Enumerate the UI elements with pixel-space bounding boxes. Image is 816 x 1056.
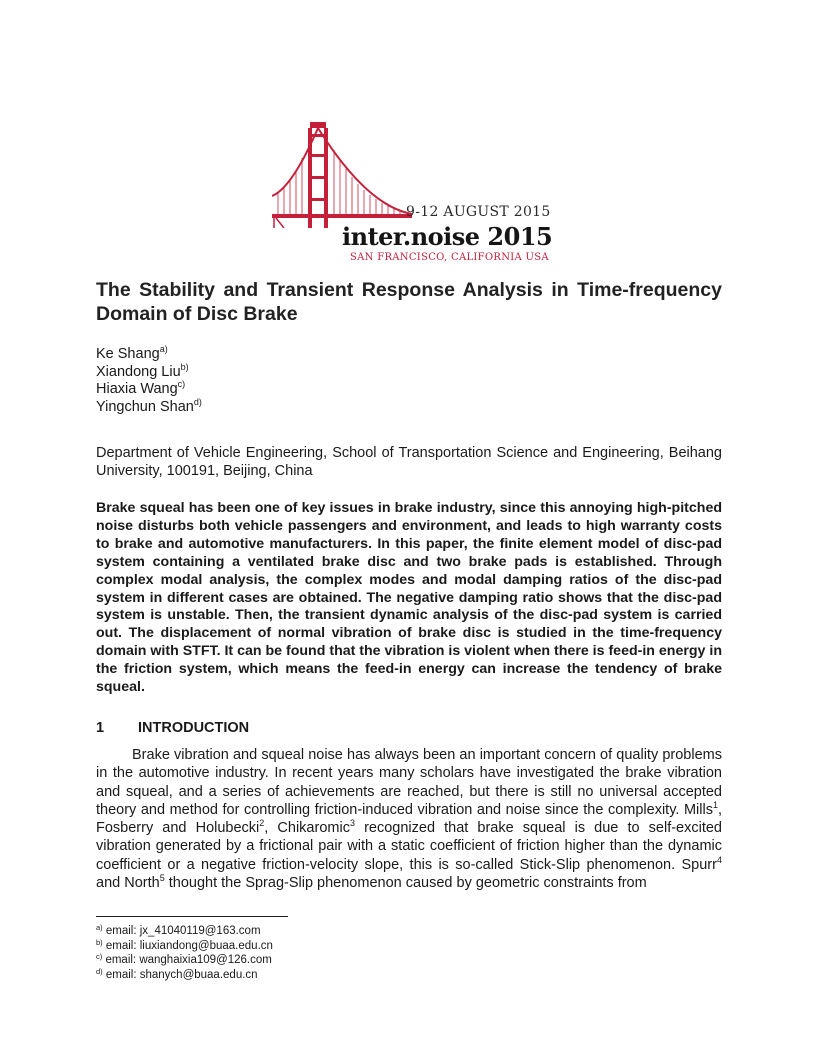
author: Ke Shang$^{a)}$: [96, 344, 168, 362]
footnote: $^{a)}$ email: jx_41040119@163.com: [96, 923, 261, 937]
author: Xiandong Liu$^{b)}$: [96, 361, 189, 380]
citation: 3: [349, 818, 355, 829]
paper-title: [96, 278, 722, 326]
section-heading: [96, 720, 249, 736]
author: Hiaxia Wang$^{c)}$: [96, 379, 186, 397]
citation: 2: [259, 818, 265, 829]
author-list: [96, 346, 202, 416]
golden-gate-bridge-icon: [272, 118, 412, 228]
footnotes: [96, 924, 273, 982]
conference-name: inter.noise 2015: [342, 222, 553, 251]
affiliation: Department of Vehicle Engineering, School of Transportation Science and Engineering, Beihang University, 100191, Beijing, China: [96, 445, 722, 479]
footnote: $^{d)}$ email: shanych@buaa.edu.cn: [96, 966, 258, 981]
conference-date: 9-12 AUGUST 2015: [406, 204, 551, 220]
footnote-divider: [96, 916, 288, 917]
conference-location: SAN FRANCISCO, CALIFORNIA USA: [350, 252, 549, 263]
paper-title-line-1: The Stability and Transient Response Analysis in Time-frequency: [96, 279, 722, 301]
citation: 4: [716, 854, 722, 865]
abstract: Brake squeal has been one of key issues in brake industry, since this annoying high-pitched noise disturbs both vehicle passengers and environment, and leads to high warranty costs to brake and automotive manufacturers. In this paper, the finite element model of disc-pad system containing a ventilated brake disc and two brake pads is established. Through complex modal analysis, the complex modes and modal damping ratios of the disc-pad system in different cases are obtained. The negative damping ratio shows that the disc-pad system is unstable. Then, the transient dynamic analysis of the disc-pad system is carried out. The displacement of normal vibration of brake disc is studied in the time-frequency domain with STFT. It can be found that the vibration is violent when there is feed-in energy in the friction system, which means the feed-in energy can increase the tendency of brake squeal.: [96, 500, 722, 696]
author: Yingchun Shan$^{d)}$: [96, 396, 202, 415]
introduction-paragraph: Brake vibration and squeal noise has always been an important concern of quality problems in the automotive industry. In recent years many scholars have investigated the brake vibration and squeal, and a series of achievements are reached, but there is still no universal accepted theory and method for controlling friction-induced vibration and noise since the complexity. Mills$^1$, Fosberry and Holubecki$^2$, Chikaromic$^3$ recognized that brake squeal is due to self-excited vibration generated by a frictional pair with a static coefficient of friction higher than the dynamic coefficient or a negative friction-velocity slope, this is so-called Stick-Slip phenomenon. Spurr$^4$ and North$^5$ thought the Sprag-Slip phenomenon caused by geometric constraints from: [96, 747, 722, 892]
paper-title-line-2: Domain of Disc Brake: [96, 303, 298, 325]
section-number: 1: [96, 720, 105, 736]
conference-logo: [272, 118, 552, 268]
section-title: INTRODUCTION: [138, 720, 250, 736]
footnote: $^{b)}$ email: liuxiandong@buaa.edu.cn: [96, 937, 273, 952]
citation: 1: [712, 799, 718, 810]
citation: 5: [159, 873, 165, 884]
footnote: $^{c)}$ email: wanghaixia109@126.com: [96, 952, 272, 967]
